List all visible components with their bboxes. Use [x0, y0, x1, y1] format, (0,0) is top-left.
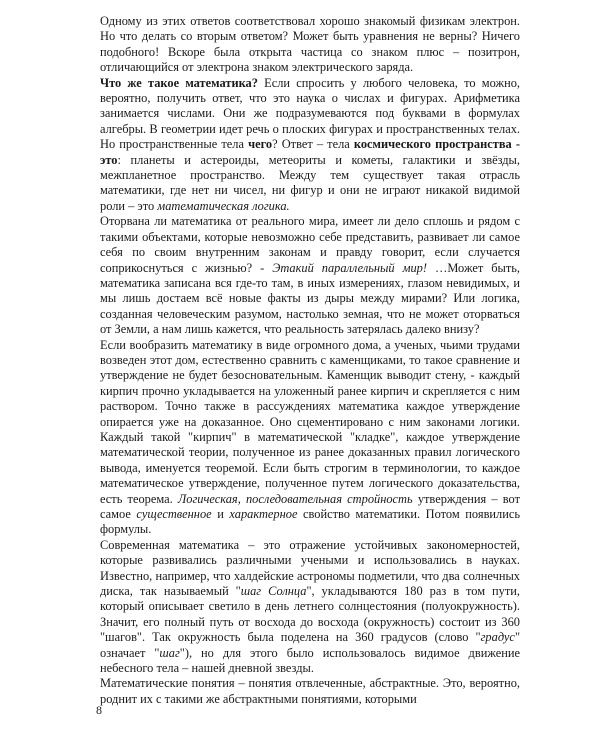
text-run: …Может быть, математика записана вся где-то там, в иных измерениях, глазом невидимых, и мы лишь достаем всё новые факты из дыры между мирами? Или логика, созданная человеческим разумом, настолько земная, что не может оторваться от Земли, а нам лишь кажется, что реальность затерялась далеко внизу? — [100, 260, 520, 337]
italic-text: характерное — [229, 507, 298, 521]
italic-text: математическая логика. — [157, 198, 290, 213]
paragraph — [100, 214, 520, 337]
text-run: утверждения – вот самое — [100, 491, 520, 521]
text-run: ", укладываются 180 раз в том пути, который описывает светило в день летнего солнцестояния (полуокружность). Значит, его полный путь от восхода до восхода (окружность) состоит из 360 "шагов". Так окружность была поделена на 360 градусов (слово " — [100, 584, 521, 645]
italic-text: градус — [480, 630, 515, 645]
paragraph — [100, 76, 520, 215]
bold-text: Что же такое математика? — [100, 75, 258, 90]
text-run: ? Ответ – тела — [272, 137, 354, 152]
text-run: Оторвана ли математика от реального мира, имеет ли дело сплошь и рядом с такими объектами, которые невозможно себе представить, развивает ли самое себя по своим внутренним законам и правду говорит, если случается соприкоснуться с жизнью? - — [100, 214, 520, 275]
italic-text: шаг Солнца — [240, 584, 307, 599]
paragraph — [100, 676, 520, 707]
text-run: : планеты и астероиды, метеориты и кометы, галактики и звёзды, межпланетное пространство. Между тем существует такая отрасль математики, где нет ни чисел, ни фигур и они не играют никакой видимой роли – это — [100, 152, 520, 213]
paragraph — [100, 338, 520, 538]
page-number: 8 — [96, 703, 102, 717]
text-run: Математические понятия – понятия отвлеченные, абстрактные. Это, вероятно, роднит их с такими же абстрактными понятиями, которыми — [100, 676, 520, 706]
bold-text: космического пространства - это — [100, 137, 520, 167]
body-text — [100, 14, 520, 707]
text-run: Одному из этих ответов соответствовал хорошо знакомый физикам электрон. Но что делать со вторым ответом? Может быть уравнения не верны? Ничего подобного! Вскоре была открыта частица со знаком плюс – позитрон, отличающийся от электрона знаком электрического заряда. — [100, 14, 520, 75]
text-run: "), но для этого было использовалось видимое движение небесного тела – нашей дневной звезды. — [100, 645, 520, 676]
text-run: и — [211, 507, 230, 521]
text-run: Если спросить у любого человека, то можно, вероятно, получить ответ, что это наука о числах и фигурах. Арифметика занимается числами. Они же подразумеваются под буквами в формулах алгебры. В геометрии идет речь о плоских фигурах и пространственных телах. Но пространственные тела — [100, 75, 521, 152]
text-run: свойство математики. Потом появились формулы. — [100, 507, 521, 537]
text-run: " означает " — [100, 630, 520, 660]
italic-text: существенное — [136, 507, 212, 521]
paragraph — [100, 538, 520, 677]
italic-text: шаг — [159, 645, 180, 660]
bold-text: чего — [248, 137, 273, 152]
text-run: Современная математика – это отражение устойчивых закономерностей, которые развивались различными учеными и использовались в науках. Известно, например, что халдейские астрономы подметили, что два солнечных диска, так называемый " — [100, 537, 520, 599]
italic-text: Логическая, последовательная стройность — [177, 491, 413, 506]
text-run: Если вообразить математику в виде огромного дома, а ученых, чьими трудами возведен этот дом, естественно сравнить с каменщиками, то такое сравнение и утверждение не будет безосновательным. Каменщик выводит стену, - каждый кирпич прочно укладывается на уложенный ранее кирпич и скрепляется с ним раствором. Точно также в рассуждениях математика каждое утверждение опирается уже на доказанное. Оно сцементировано с ним законами логики. Каждый такой "кирпич" в математической "кладке", каждое утверждение математической теории, полученное из ранее доказанных правил логического вывода, именуется теоремой. Если быть строгим в терминологии, то каждое математическое утверждение, полученное путем логического доказательства, есть теорема. — [100, 337, 520, 506]
italic-text: Этакий параллельный мир! — [272, 260, 427, 275]
paragraph — [100, 14, 520, 76]
